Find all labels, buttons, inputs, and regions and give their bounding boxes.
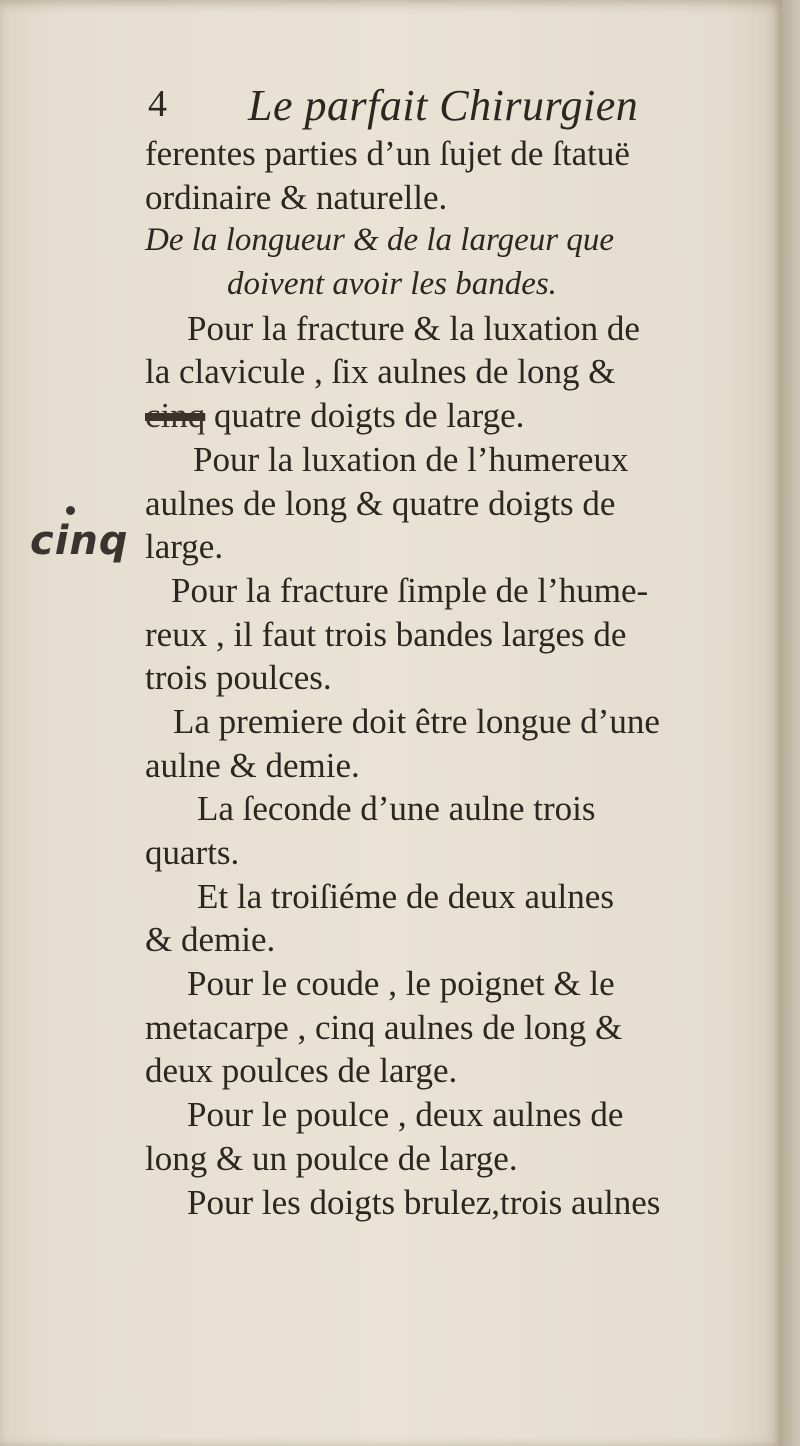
page-body bbox=[145, 132, 770, 1224]
text-line: Pour les doigts brulez,trois aulnes bbox=[187, 1182, 661, 1222]
struck-word: cinq bbox=[145, 396, 206, 436]
text-line: quarts. bbox=[145, 833, 240, 872]
margin-dot bbox=[66, 506, 75, 515]
text-line: ferentes parties d’un ſujet de ſtatuë bbox=[145, 134, 630, 173]
section-heading: doivent avoir les bandes. bbox=[227, 266, 557, 303]
text-line: long & un poulce de large. bbox=[145, 1138, 518, 1178]
text-line: reux , il faut trois bandes larges de bbox=[145, 614, 627, 654]
margin-annotation: cinq bbox=[30, 518, 129, 564]
text-line: Pour la fracture ſimple de l’hume- bbox=[171, 570, 649, 610]
text-line: aulne & demie. bbox=[145, 745, 360, 785]
text-line: Pour la fracture & la luxation de bbox=[187, 308, 640, 348]
text-line: & demie. bbox=[145, 920, 276, 960]
text-line: Pour le coude , le poignet & le bbox=[187, 964, 615, 1004]
text-line: large. bbox=[145, 527, 224, 567]
page-number: 4 bbox=[148, 83, 167, 125]
text-line: trois poulces. bbox=[145, 658, 332, 698]
text-line: aulnes de long & quatre doigts de bbox=[145, 483, 616, 523]
text-fragment: quatre doigts de large. bbox=[205, 396, 525, 436]
running-title: Le parfait Chirurgien bbox=[248, 81, 639, 130]
section-heading: De la longueur & de la largeur que bbox=[145, 222, 614, 259]
page-header bbox=[148, 80, 778, 130]
text-line: Pour le poulce , deux aulnes de bbox=[187, 1095, 624, 1135]
text-line: Et la troiſiéme de deux aulnes bbox=[197, 876, 614, 916]
text-line: metacarpe , cinq aulnes de long & bbox=[145, 1007, 623, 1047]
text-line: La ſeconde d’une aulne trois bbox=[197, 789, 596, 829]
text-line: Pour la luxation de l’humereux bbox=[193, 439, 629, 479]
text-line: deux poulces de large. bbox=[145, 1051, 458, 1091]
text-line: ordinaire & naturelle. bbox=[145, 177, 448, 217]
text-line bbox=[145, 394, 770, 438]
page-edge bbox=[782, 0, 800, 1446]
text-line: La premiere doit être longue d’une bbox=[173, 701, 660, 741]
text-line: la clavicule , ſix aulnes de long & bbox=[145, 352, 616, 392]
